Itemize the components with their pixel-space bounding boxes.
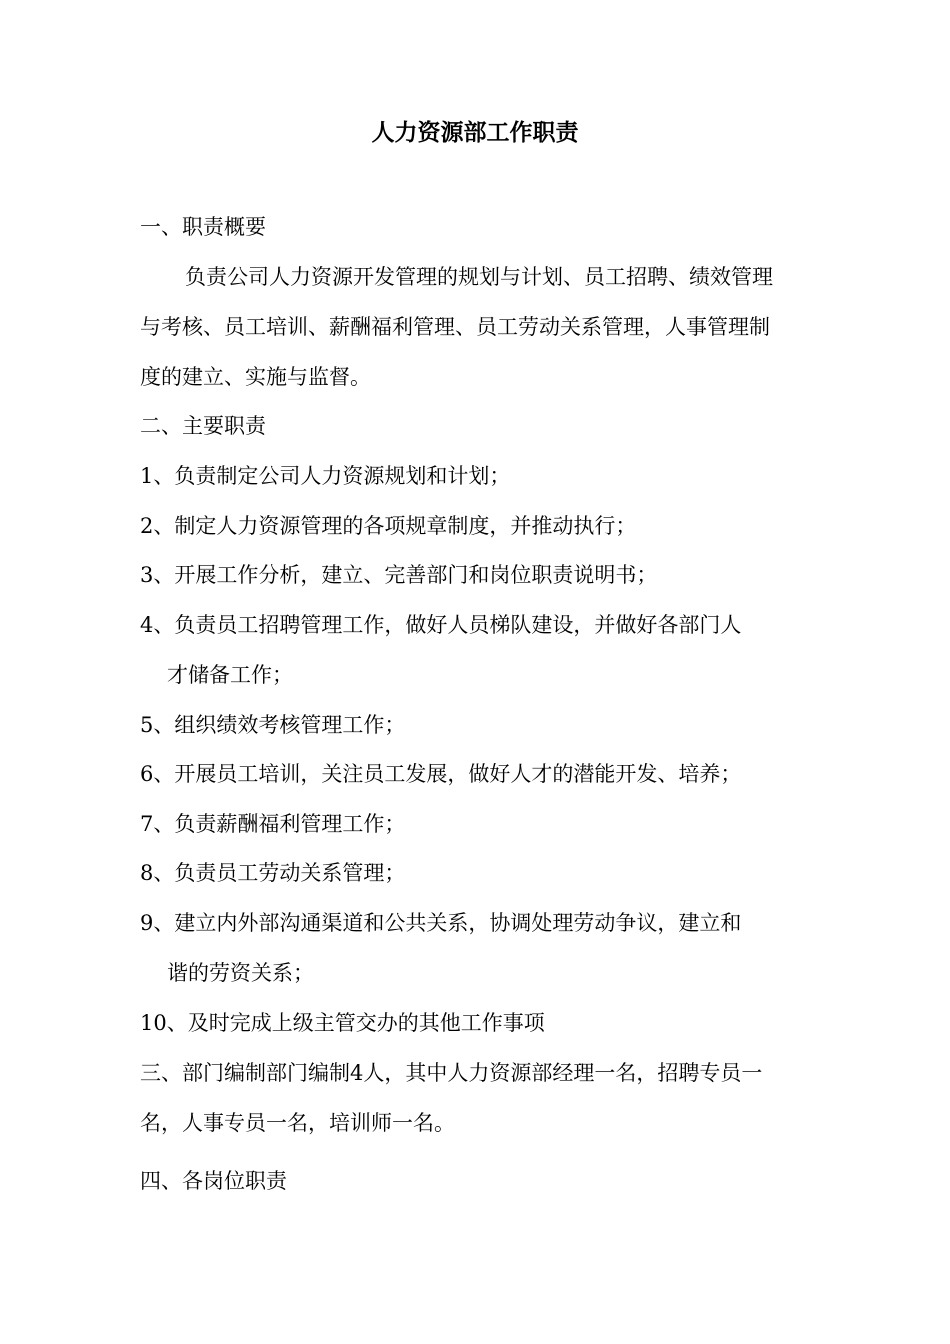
duty-item: 5、组织绩效考核管理工作； bbox=[140, 713, 406, 737]
section-heading-position-duties: 四、各岗位职责 bbox=[140, 1169, 287, 1193]
duty-item: 8、负责员工劳动关系管理； bbox=[140, 861, 406, 885]
document-title: 人力资源部工作职责 bbox=[371, 120, 579, 146]
section-staffing-line: 名，人事专员一名，培训师一名。 bbox=[140, 1111, 455, 1135]
duty-item: 1、负责制定公司人力资源规划和计划； bbox=[140, 464, 511, 488]
duty-item: 2、制定人力资源管理的各项规章制度，并推动执行； bbox=[140, 514, 637, 538]
duty-item: 6、开展员工培训，关注员工发展，做好人才的潜能开发、培养； bbox=[140, 762, 742, 786]
overview-paragraph-line: 度的建立、实施与监督。 bbox=[140, 365, 371, 389]
duty-item-continuation: 才储备工作； bbox=[167, 663, 293, 687]
section-staffing-line: 三、部门编制部门编制4人，其中人力资源部经理一名，招聘专员一 bbox=[140, 1061, 763, 1085]
section-heading-main-duties: 二、主要职责 bbox=[140, 414, 266, 438]
overview-paragraph-line: 与考核、员工培训、薪酬福利管理、员工劳动关系管理，人事管理制 bbox=[140, 315, 770, 339]
overview-paragraph-line: 负责公司人力资源开发管理的规划与计划、员工招聘、绩效管理 bbox=[185, 265, 773, 289]
section-heading-overview: 一、职责概要 bbox=[140, 215, 266, 239]
duty-item: 7、负责薪酬福利管理工作； bbox=[140, 812, 406, 836]
duty-item-continuation: 谐的劳资关系； bbox=[167, 961, 314, 985]
duty-item: 3、开展工作分析，建立、完善部门和岗位职责说明书； bbox=[140, 563, 658, 587]
duty-item: 4、负责员工招聘管理工作，做好人员梯队建设，并做好各部门人 bbox=[140, 613, 742, 637]
duty-item: 9、建立内外部沟通渠道和公共关系，协调处理劳动争议，建立和 bbox=[140, 911, 742, 935]
duty-item: 10、及时完成上级主管交办的其他工作事项 bbox=[140, 1011, 545, 1035]
